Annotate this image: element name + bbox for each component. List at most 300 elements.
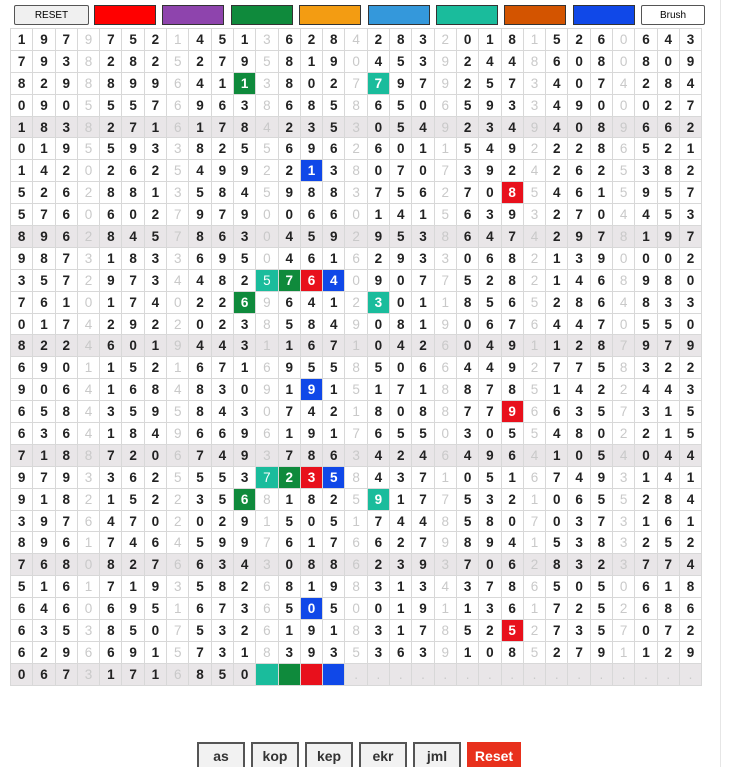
grid-cell[interactable]: 7 (412, 532, 434, 554)
grid-cell[interactable]: 2 (77, 182, 99, 204)
grid-cell[interactable]: 6 (679, 598, 701, 620)
grid-cell[interactable]: 8 (323, 182, 345, 204)
grid-cell[interactable]: 7 (434, 269, 456, 291)
grid-cell[interactable]: 0 (635, 247, 657, 269)
grid-cell[interactable] (300, 663, 322, 685)
grid-cell[interactable]: . (434, 663, 456, 685)
grid-cell[interactable]: 9 (33, 357, 55, 379)
grid-cell[interactable]: 8 (635, 50, 657, 72)
grid-cell[interactable]: 4 (479, 357, 501, 379)
grid-cell[interactable]: 6 (278, 94, 300, 116)
grid-cell[interactable]: 8 (77, 116, 99, 138)
grid-cell[interactable]: 4 (613, 204, 635, 226)
grid-cell[interactable]: 9 (278, 357, 300, 379)
grid-cell[interactable]: 9 (233, 510, 255, 532)
grid-cell[interactable]: . (657, 663, 679, 685)
grid-cell[interactable]: 0 (568, 444, 590, 466)
grid-cell[interactable]: 1 (256, 335, 278, 357)
grid-cell[interactable]: 7 (100, 444, 122, 466)
grid-cell[interactable]: 4 (77, 335, 99, 357)
grid-cell[interactable]: 2 (546, 226, 568, 248)
grid-cell[interactable]: 6 (55, 576, 77, 598)
grid-cell[interactable]: 3 (613, 554, 635, 576)
grid-cell[interactable]: 0 (390, 357, 412, 379)
grid-cell[interactable]: 8 (189, 379, 211, 401)
grid-cell[interactable]: 8 (635, 291, 657, 313)
grid-cell[interactable]: 7 (11, 444, 33, 466)
grid-cell[interactable]: 1 (434, 466, 456, 488)
grid-cell[interactable]: 9 (278, 182, 300, 204)
grid-cell[interactable]: 3 (233, 598, 255, 620)
grid-cell[interactable]: 9 (167, 423, 189, 445)
grid-cell[interactable]: 3 (568, 554, 590, 576)
grid-cell[interactable]: 8 (33, 247, 55, 269)
grid-cell[interactable]: 1 (613, 641, 635, 663)
grid-cell[interactable]: 4 (679, 444, 701, 466)
grid-cell[interactable]: 0 (434, 423, 456, 445)
grid-cell[interactable]: 8 (122, 247, 144, 269)
grid-cell[interactable]: 8 (456, 532, 478, 554)
grid-cell[interactable]: 3 (300, 466, 322, 488)
grid-cell[interactable]: 7 (144, 94, 166, 116)
grid-cell[interactable]: 0 (367, 116, 389, 138)
grid-cell[interactable]: 3 (233, 94, 255, 116)
grid-cell[interactable]: 6 (479, 247, 501, 269)
grid-cell[interactable]: 3 (33, 423, 55, 445)
grid-cell[interactable]: 2 (100, 313, 122, 335)
grid-cell[interactable]: 8 (256, 488, 278, 510)
grid-cell[interactable]: 1 (300, 50, 322, 72)
grid-cell[interactable]: 0 (367, 160, 389, 182)
grid-cell[interactable]: 9 (323, 576, 345, 598)
grid-cell[interactable]: 6 (635, 116, 657, 138)
grid-cell[interactable]: 5 (456, 488, 478, 510)
grid-cell[interactable]: 2 (523, 357, 545, 379)
grid-cell[interactable]: 2 (233, 620, 255, 642)
grid-cell[interactable]: 9 (635, 335, 657, 357)
grid-cell[interactable]: 8 (77, 72, 99, 94)
grid-cell[interactable]: 9 (390, 247, 412, 269)
grid-cell[interactable]: 6 (278, 29, 300, 51)
grid-cell[interactable]: 6 (11, 423, 33, 445)
grid-cell[interactable]: 8 (278, 50, 300, 72)
grid-cell[interactable]: 2 (33, 335, 55, 357)
grid-cell[interactable]: 9 (590, 247, 612, 269)
grid-cell[interactable]: 5 (167, 466, 189, 488)
grid-cell[interactable]: 1 (33, 576, 55, 598)
grid-cell[interactable]: 3 (434, 554, 456, 576)
grid-cell[interactable]: 7 (501, 72, 523, 94)
grid-cell[interactable]: 6 (167, 116, 189, 138)
grid-cell[interactable]: 6 (278, 291, 300, 313)
grid-cell[interactable]: 1 (323, 291, 345, 313)
grid-cell[interactable]: 7 (323, 532, 345, 554)
grid-cell[interactable]: 5 (122, 401, 144, 423)
grid-cell[interactable]: 6 (189, 554, 211, 576)
grid-cell[interactable]: 7 (211, 204, 233, 226)
grid-cell[interactable]: 1 (100, 357, 122, 379)
grid-cell[interactable]: 1 (77, 576, 99, 598)
grid-cell[interactable]: 9 (167, 335, 189, 357)
grid-cell[interactable]: 5 (590, 598, 612, 620)
grid-cell[interactable]: 6 (278, 532, 300, 554)
grid-cell[interactable]: 2 (345, 138, 367, 160)
grid-cell[interactable]: 1 (523, 598, 545, 620)
grid-cell[interactable]: 9 (33, 532, 55, 554)
grid-cell[interactable]: 9 (33, 226, 55, 248)
grid-cell[interactable]: 9 (523, 116, 545, 138)
grid-cell[interactable]: 3 (390, 554, 412, 576)
grid-cell[interactable]: 2 (278, 466, 300, 488)
grid-cell[interactable]: 7 (345, 423, 367, 445)
grid-cell[interactable]: 8 (11, 226, 33, 248)
grid-cell[interactable]: 1 (390, 488, 412, 510)
grid-cell[interactable]: 5 (233, 138, 255, 160)
grid-cell[interactable]: 1 (33, 444, 55, 466)
grid-cell[interactable]: 5 (456, 620, 478, 642)
grid-cell[interactable]: 9 (233, 50, 255, 72)
grid-cell[interactable]: 3 (100, 466, 122, 488)
grid-cell[interactable]: 3 (523, 204, 545, 226)
grid-cell[interactable]: 9 (434, 72, 456, 94)
grid-cell[interactable]: 6 (211, 423, 233, 445)
grid-cell[interactable]: 5 (613, 160, 635, 182)
grid-cell[interactable]: 9 (189, 94, 211, 116)
grid-cell[interactable]: 1 (679, 138, 701, 160)
grid-cell[interactable]: 4 (613, 72, 635, 94)
grid-cell[interactable]: 5 (590, 357, 612, 379)
grid-cell[interactable]: 9 (233, 532, 255, 554)
grid-cell[interactable]: 5 (657, 313, 679, 335)
grid-cell[interactable]: 0 (189, 313, 211, 335)
grid-cell[interactable]: 9 (211, 532, 233, 554)
grid-cell[interactable]: 1 (144, 182, 166, 204)
grid-cell[interactable]: 3 (613, 532, 635, 554)
grid-cell[interactable]: 6 (11, 598, 33, 620)
grid-cell[interactable]: 0 (122, 335, 144, 357)
grid-cell[interactable]: 2 (657, 94, 679, 116)
grid-cell[interactable]: 2 (568, 29, 590, 51)
grid-cell[interactable]: 5 (122, 29, 144, 51)
grid-cell[interactable]: 2 (635, 72, 657, 94)
grid-cell[interactable]: 4 (33, 160, 55, 182)
grid-cell[interactable]: 9 (11, 379, 33, 401)
grid-cell[interactable]: . (590, 663, 612, 685)
grid-cell[interactable]: 5 (679, 423, 701, 445)
grid-cell[interactable]: 8 (300, 488, 322, 510)
grid-cell[interactable]: 1 (390, 598, 412, 620)
grid-cell[interactable]: 1 (390, 576, 412, 598)
grid-cell[interactable]: 4 (189, 160, 211, 182)
grid-cell[interactable]: 8 (657, 160, 679, 182)
grid-cell[interactable]: 2 (590, 160, 612, 182)
grid-cell[interactable]: 6 (33, 663, 55, 685)
grid-cell[interactable]: 4 (33, 598, 55, 620)
grid-cell[interactable]: 8 (590, 138, 612, 160)
grid-cell[interactable]: 2 (456, 72, 478, 94)
grid-cell[interactable]: 7 (434, 488, 456, 510)
grid-cell[interactable]: 2 (77, 269, 99, 291)
grid-cell[interactable]: 0 (635, 620, 657, 642)
grid-cell[interactable]: 8 (501, 576, 523, 598)
grid-cell[interactable]: 7 (211, 357, 233, 379)
grid-cell[interactable]: 4 (211, 335, 233, 357)
grid-cell[interactable]: 6 (635, 29, 657, 51)
grid-cell[interactable]: 7 (55, 510, 77, 532)
grid-cell[interactable]: 8 (434, 620, 456, 642)
grid-cell[interactable]: 5 (278, 313, 300, 335)
grid-cell[interactable]: 4 (456, 357, 478, 379)
grid-cell[interactable]: 8 (501, 269, 523, 291)
grid-cell[interactable]: 8 (211, 576, 233, 598)
grid-cell[interactable]: 2 (211, 313, 233, 335)
grid-cell[interactable]: 7 (122, 663, 144, 685)
grid-cell[interactable]: 8 (434, 401, 456, 423)
grid-cell[interactable]: 3 (233, 466, 255, 488)
grid-cell[interactable]: 3 (189, 488, 211, 510)
grid-cell[interactable]: 3 (256, 29, 278, 51)
reset-bottom-button[interactable]: Reset (467, 742, 521, 767)
grid-cell[interactable]: 1 (434, 291, 456, 313)
grid-cell[interactable]: . (613, 663, 635, 685)
grid-cell[interactable]: 7 (390, 160, 412, 182)
grid-cell[interactable]: 0 (11, 313, 33, 335)
grid-cell[interactable]: 3 (167, 576, 189, 598)
grid-cell[interactable]: 7 (568, 204, 590, 226)
grid-cell[interactable]: 4 (546, 116, 568, 138)
grid-cell[interactable]: 7 (33, 466, 55, 488)
grid-cell[interactable]: 2 (679, 247, 701, 269)
grid-cell[interactable]: 1 (323, 379, 345, 401)
grid-cell[interactable]: 1 (233, 357, 255, 379)
grid-cell[interactable]: 3 (657, 291, 679, 313)
grid-cell[interactable]: 5 (367, 357, 389, 379)
grid-cell[interactable]: 2 (367, 554, 389, 576)
grid-cell[interactable]: 0 (679, 269, 701, 291)
grid-cell[interactable]: 6 (167, 663, 189, 685)
grid-cell[interactable]: 1 (546, 269, 568, 291)
grid-cell[interactable]: 2 (568, 335, 590, 357)
grid-cell[interactable]: 5 (211, 488, 233, 510)
grid-cell[interactable]: 1 (367, 379, 389, 401)
grid-cell[interactable]: 1 (77, 357, 99, 379)
grid-cell[interactable]: 8 (501, 641, 523, 663)
grid-cell[interactable]: 8 (613, 226, 635, 248)
grid-cell[interactable]: 8 (657, 269, 679, 291)
grid-cell[interactable]: 9 (323, 226, 345, 248)
grid-cell[interactable]: 8 (590, 335, 612, 357)
grid-cell[interactable]: 6 (456, 226, 478, 248)
grid-cell[interactable]: 9 (434, 50, 456, 72)
grid-cell[interactable]: 5 (657, 204, 679, 226)
grid-cell[interactable]: 4 (367, 466, 389, 488)
grid-cell[interactable]: 6 (345, 532, 367, 554)
grid-cell[interactable]: 1 (323, 247, 345, 269)
grid-cell[interactable]: 5 (100, 94, 122, 116)
grid-cell[interactable]: 6 (434, 335, 456, 357)
grid-cell[interactable]: 9 (434, 116, 456, 138)
grid-cell[interactable]: 0 (635, 94, 657, 116)
grid-cell[interactable]: 4 (189, 72, 211, 94)
grid-cell[interactable]: 7 (412, 72, 434, 94)
grid-cell[interactable]: 5 (412, 423, 434, 445)
grid-cell[interactable]: 1 (523, 532, 545, 554)
grid-cell[interactable]: 1 (77, 532, 99, 554)
grid-cell[interactable]: 8 (501, 182, 523, 204)
grid-cell[interactable]: 1 (144, 116, 166, 138)
grid-cell[interactable]: 2 (456, 116, 478, 138)
grid-cell[interactable]: 6 (523, 576, 545, 598)
grid-cell[interactable]: 6 (635, 598, 657, 620)
grid-cell[interactable]: 4 (657, 29, 679, 51)
grid-cell[interactable]: 9 (501, 401, 523, 423)
grid-cell[interactable]: 2 (479, 269, 501, 291)
grid-cell[interactable]: 6 (233, 291, 255, 313)
grid-cell[interactable]: . (523, 663, 545, 685)
grid-cell[interactable]: 6 (256, 423, 278, 445)
grid-cell[interactable]: 8 (100, 620, 122, 642)
grid-cell[interactable]: 6 (11, 357, 33, 379)
grid-cell[interactable]: 2 (33, 72, 55, 94)
grid-cell[interactable]: 6 (256, 576, 278, 598)
grid-cell[interactable]: 7 (100, 576, 122, 598)
grid-cell[interactable]: 1 (11, 160, 33, 182)
grid-cell[interactable]: 8 (434, 226, 456, 248)
grid-cell[interactable]: 5 (345, 379, 367, 401)
grid-cell[interactable]: 8 (434, 510, 456, 532)
grid-cell[interactable]: 8 (367, 401, 389, 423)
grid-cell[interactable]: 8 (300, 554, 322, 576)
grid-cell[interactable]: 1 (679, 510, 701, 532)
grid-cell[interactable]: 0 (657, 247, 679, 269)
grid-cell[interactable]: 0 (456, 247, 478, 269)
grid-cell[interactable]: 0 (122, 204, 144, 226)
grid-cell[interactable]: 2 (657, 357, 679, 379)
grid-cell[interactable]: 7 (546, 598, 568, 620)
grid-cell[interactable]: 5 (256, 269, 278, 291)
grid-cell[interactable]: 8 (590, 50, 612, 72)
grid-cell[interactable]: 6 (568, 488, 590, 510)
grid-cell[interactable]: 7 (590, 510, 612, 532)
grid-cell[interactable]: 3 (77, 247, 99, 269)
grid-cell[interactable]: 5 (33, 401, 55, 423)
grid-cell[interactable]: 3 (412, 50, 434, 72)
grid-cell[interactable]: 8 (434, 379, 456, 401)
grid-cell[interactable]: 6 (323, 204, 345, 226)
grid-cell[interactable]: 5 (523, 379, 545, 401)
grid-cell[interactable]: 1 (546, 335, 568, 357)
grid-cell[interactable]: 4 (367, 50, 389, 72)
grid-cell[interactable]: 1 (278, 379, 300, 401)
grid-cell[interactable]: 5 (256, 138, 278, 160)
grid-cell[interactable]: 9 (434, 532, 456, 554)
grid-cell[interactable]: 1 (256, 510, 278, 532)
grid-cell[interactable]: 6 (300, 247, 322, 269)
grid-cell[interactable]: 4 (613, 444, 635, 466)
grid-cell[interactable]: 0 (256, 226, 278, 248)
grid-cell[interactable]: 0 (479, 554, 501, 576)
grid-cell[interactable]: 1 (434, 138, 456, 160)
grid-cell[interactable]: 4 (323, 269, 345, 291)
grid-cell[interactable]: 9 (679, 641, 701, 663)
grid-cell[interactable]: 3 (33, 620, 55, 642)
grid-cell[interactable]: 3 (479, 116, 501, 138)
grid-cell[interactable]: 2 (568, 138, 590, 160)
grid-cell[interactable]: 3 (523, 94, 545, 116)
grid-cell[interactable]: 5 (501, 620, 523, 642)
grid-cell[interactable]: 2 (501, 160, 523, 182)
grid-cell[interactable]: 9 (144, 401, 166, 423)
grid-cell[interactable]: 8 (657, 488, 679, 510)
grid-cell[interactable]: 8 (323, 29, 345, 51)
grid-cell[interactable]: 0 (590, 423, 612, 445)
grid-cell[interactable]: 1 (55, 291, 77, 313)
grid-cell[interactable]: 7 (367, 510, 389, 532)
grid-cell[interactable]: 9 (233, 160, 255, 182)
grid-cell[interactable]: 2 (590, 379, 612, 401)
grid-cell[interactable]: 2 (167, 488, 189, 510)
grid-cell[interactable]: 1 (33, 488, 55, 510)
grid-cell[interactable] (278, 663, 300, 685)
grid-cell[interactable]: 6 (635, 576, 657, 598)
grid-cell[interactable]: 7 (456, 554, 478, 576)
grid-cell[interactable]: 0 (657, 50, 679, 72)
grid-cell[interactable]: 5 (635, 138, 657, 160)
grid-cell[interactable]: 3 (412, 641, 434, 663)
grid-cell[interactable]: 4 (189, 29, 211, 51)
grid-cell[interactable]: 9 (55, 138, 77, 160)
grid-cell[interactable]: 3 (323, 160, 345, 182)
grid-cell[interactable]: 1 (546, 379, 568, 401)
grid-cell[interactable]: 1 (323, 423, 345, 445)
grid-cell[interactable]: 5 (546, 576, 568, 598)
grid-cell[interactable]: 8 (568, 291, 590, 313)
grid-cell[interactable]: 8 (55, 401, 77, 423)
grid-cell[interactable]: 5 (77, 138, 99, 160)
grid-cell[interactable]: 2 (167, 313, 189, 335)
grid-cell[interactable]: 4 (100, 510, 122, 532)
grid-cell[interactable]: 1 (189, 116, 211, 138)
grid-cell[interactable]: 0 (33, 379, 55, 401)
grid-cell[interactable]: 8 (390, 313, 412, 335)
grid-cell[interactable]: 5 (345, 488, 367, 510)
grid-cell[interactable]: 4 (657, 466, 679, 488)
grid-cell[interactable]: 9 (434, 641, 456, 663)
grid-cell[interactable]: 5 (278, 598, 300, 620)
grid-cell[interactable]: 5 (613, 182, 635, 204)
grid-cell[interactable]: 8 (211, 269, 233, 291)
grid-cell[interactable]: 8 (256, 94, 278, 116)
grid-cell[interactable]: 7 (33, 204, 55, 226)
grid-cell[interactable]: 4 (412, 116, 434, 138)
grid-cell[interactable]: 1 (412, 204, 434, 226)
grid-cell[interactable]: 4 (256, 116, 278, 138)
grid-cell[interactable]: 4 (300, 401, 322, 423)
grid-cell[interactable]: 5 (300, 226, 322, 248)
grid-cell[interactable]: 0 (635, 444, 657, 466)
grid-cell[interactable]: 2 (613, 598, 635, 620)
grid-cell[interactable]: 3 (167, 182, 189, 204)
grid-cell[interactable]: . (345, 663, 367, 685)
grid-cell[interactable]: 0 (546, 488, 568, 510)
grid-cell[interactable]: 2 (55, 335, 77, 357)
grid-cell[interactable]: 3 (233, 401, 255, 423)
grid-cell[interactable]: 8 (144, 379, 166, 401)
grid-cell[interactable]: 6 (167, 72, 189, 94)
grid-cell[interactable]: 0 (300, 510, 322, 532)
grid-cell[interactable]: 8 (11, 72, 33, 94)
grid-cell[interactable]: 9 (367, 269, 389, 291)
